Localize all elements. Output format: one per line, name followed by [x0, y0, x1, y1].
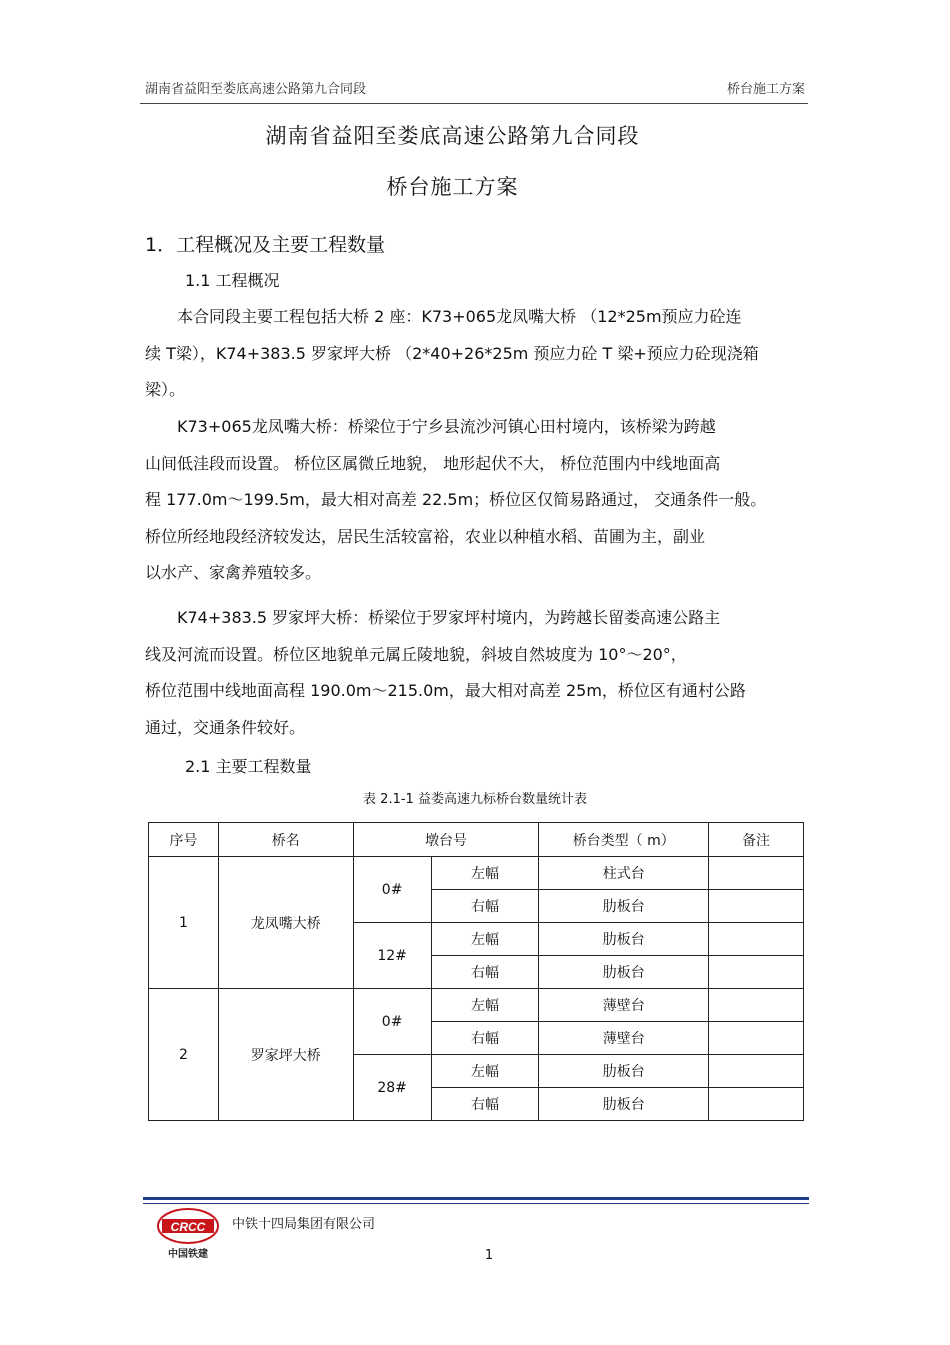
- cell-bridge-name: 罗家坪大桥: [218, 989, 353, 1121]
- cell-side: 右幅: [431, 956, 539, 989]
- cell-side: 左幅: [431, 989, 539, 1022]
- paragraph-line: 续 T梁），K74+383.5 罗家坪大桥 （2*40+26*25m 预应力砼 T 梁+预应力砼现浇箱: [145, 343, 759, 363]
- running-header-right: 桥台施工方案: [726, 82, 805, 97]
- cell-note: [709, 956, 804, 989]
- paragraph-scope: [145, 299, 805, 409]
- running-header-left: 湖南省益阳至娄底高速公路第九合同段: [145, 82, 367, 97]
- header-cell-type: 桥台类型（ m）: [539, 823, 709, 857]
- cell-bridge-name: 龙凤嘴大桥: [218, 857, 353, 989]
- logo-caption: 中国铁建: [168, 1249, 208, 1260]
- subsection-heading-quantities: 2.1 主要工程数量: [185, 757, 312, 776]
- paragraph-line: K74+383.5 罗家坪大桥：桥梁位于罗家坪村境内，为跨越长留娄高速公路主: [145, 608, 721, 627]
- footer-rule-thin: [143, 1203, 809, 1204]
- paragraph-line: K73+065龙凤嘴大桥：桥梁位于宁乡县流沙河镇心田村境内，该桥梁为跨越: [145, 417, 716, 436]
- cell-note: [709, 890, 804, 923]
- header-cell-note: 备注: [709, 823, 804, 857]
- document-title: 湖南省益阳至娄底高速公路第九合同段: [265, 124, 640, 148]
- cell-pier: 0#: [353, 857, 431, 923]
- cell-note: [709, 857, 804, 890]
- document-subtitle: 桥台施工方案: [386, 175, 519, 199]
- cell-side: 左幅: [431, 857, 539, 890]
- cell-type: 肋板台: [539, 890, 709, 923]
- header-cell-no: 序号: [149, 823, 219, 857]
- cell-type: 薄壁台: [539, 1022, 709, 1055]
- paragraph-line: 梁）。: [145, 380, 186, 399]
- table-caption: 表 2.1-1 益娄高速九标桥台数量统计表: [363, 792, 587, 807]
- cell-type: 肋板台: [539, 956, 709, 989]
- subsection-heading-overview: 1.1 工程概况: [185, 271, 280, 290]
- paragraph-line: 程 177.0m～199.5m，最大相对高差 22.5m；桥位区仅简易路通过， 交通条件一般。: [145, 490, 767, 509]
- cell-note: [709, 923, 804, 956]
- header-rule: [140, 103, 808, 104]
- paragraph-luojiaping: [145, 600, 805, 746]
- footer-rule: [143, 1197, 809, 1200]
- section-heading: 1．工程概况及主要工程数量: [145, 234, 386, 256]
- cell-type: 薄壁台: [539, 989, 709, 1022]
- cell-type: 肋板台: [539, 1055, 709, 1088]
- cell-type: 肋板台: [539, 1088, 709, 1121]
- cell-type: 柱式台: [539, 857, 709, 890]
- company-name: 中铁十四局集团有限公司: [232, 1217, 376, 1232]
- header-cell-pier: 墩台号: [353, 823, 539, 857]
- cell-side: 右幅: [431, 1088, 539, 1121]
- cell-note: [709, 1022, 804, 1055]
- header-cell-bridge: 桥名: [218, 823, 353, 857]
- cell-pier: 12#: [353, 923, 431, 989]
- cell-no: 2: [149, 989, 219, 1121]
- cell-no: 1: [149, 857, 219, 989]
- cell-side: 左幅: [431, 923, 539, 956]
- cell-side: 左幅: [431, 1055, 539, 1088]
- logo-text: CRCC: [170, 1220, 206, 1234]
- cell-side: 右幅: [431, 890, 539, 923]
- table-header-row: [149, 823, 804, 857]
- cell-side: 右幅: [431, 1022, 539, 1055]
- running-header: [145, 78, 805, 97]
- paragraph-line: 通过，交通条件较好。: [145, 717, 306, 737]
- cell-pier: 0#: [353, 989, 431, 1055]
- paragraph-line: 线及河流而设置。桥位区地貌单元属丘陵地貌，斜坡自然坡度为 10°～20°，: [145, 644, 687, 664]
- paragraph-longfengzui: [145, 409, 805, 592]
- table-row: [149, 857, 804, 890]
- paragraph-line: 以水产、家禽养殖较多。: [145, 563, 322, 582]
- cell-pier: 28#: [353, 1055, 431, 1121]
- paragraph-line: 桥位范围中线地面高程 190.0m～215.0m，最大相对高差 25m，桥位区有通村公路: [145, 681, 746, 700]
- paragraph-line: 本合同段主要工程包括大桥 2 座：K73+065龙凤嘴大桥 （12*25m预应力砼连: [145, 307, 742, 326]
- cell-type: 肋板台: [539, 923, 709, 956]
- cell-note: [709, 1088, 804, 1121]
- cell-note: [709, 1055, 804, 1088]
- abutment-table: [148, 822, 804, 1121]
- paragraph-line: 山间低洼段而设置。 桥位区属微丘地貌， 地形起伏不大， 桥位范围内中线地面高: [145, 453, 721, 473]
- paragraph-line: 桥位所经地段经济较发达，居民生活较富裕，农业以种植水稻、苗圃为主，副业: [145, 526, 706, 546]
- table-row: [149, 989, 804, 1022]
- cell-note: [709, 989, 804, 1022]
- page-number: 1: [484, 1248, 494, 1263]
